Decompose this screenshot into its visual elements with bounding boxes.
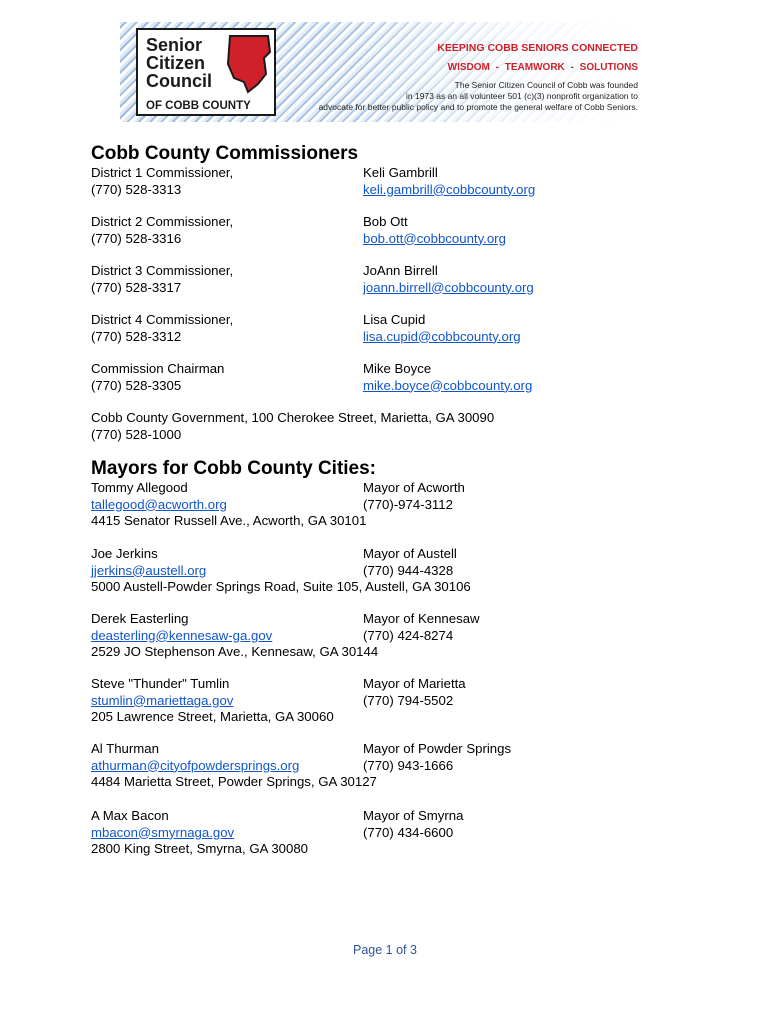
- mayor-name: Tommy Allegood: [91, 480, 188, 495]
- commissioner-email-link[interactable]: joann.birrell@cobbcounty.org: [363, 279, 534, 295]
- mayor-address: 2529 JO Stephenson Ave., Kennesaw, GA 30144: [91, 644, 379, 659]
- commissioner-name: Mike Boyce: [363, 361, 432, 376]
- commissioner-role: District 1 Commissioner,: [91, 165, 234, 180]
- commissioners-heading: Cobb County Commissioners: [91, 143, 359, 164]
- mayor-title: Mayor of Smyrna: [363, 808, 464, 823]
- organization-logo: [136, 28, 276, 116]
- logo-line: Council: [146, 71, 212, 91]
- logo-subtitle: OF COBB COUNTY: [146, 100, 251, 112]
- commissioner-name: Bob Ott: [363, 214, 408, 229]
- banner-mission: The Senior Citizen Council of Cobb was founded in 1973 as an all volunteer 501 (c)(3) nonprofit organization to advocate for better public policy and to promote the general welfare of Cobb Seniors.: [318, 80, 638, 112]
- mayor-email-link[interactable]: mbacon@smyrnaga.gov: [91, 824, 235, 840]
- cobb-county-map-icon: [224, 34, 274, 96]
- mayor-phone: (770) 424-8274: [363, 627, 454, 643]
- mayor-name: Al Thurman: [91, 741, 159, 756]
- mayor-title: Mayor of Acworth: [363, 480, 465, 495]
- commissioner-phone: (770) 528-3305: [91, 377, 182, 393]
- commissioner-email-link[interactable]: mike.boyce@cobbcounty.org: [363, 377, 533, 393]
- mayor-email-link[interactable]: jjerkins@austell.org: [91, 562, 207, 578]
- banner-tagline: KEEPING COBB SENIORS CONNECTED: [437, 42, 638, 54]
- mayor-address: 2800 King Street, Smyrna, GA 30080: [91, 841, 308, 856]
- mayor-title: Mayor of Austell: [363, 546, 457, 561]
- mayor-email-link[interactable]: deasterling@kennesaw-ga.gov: [91, 627, 273, 643]
- mayor-address: 4415 Senator Russell Ave., Acworth, GA 30101: [91, 513, 367, 528]
- mayor-phone: (770) 794-5502: [363, 692, 454, 708]
- mayor-address: 4484 Marietta Street, Powder Springs, GA 30127: [91, 774, 377, 789]
- mayor-phone: (770) 434-6600: [363, 824, 454, 840]
- commissioner-email-link[interactable]: bob.ott@cobbcounty.org: [363, 230, 506, 246]
- mayor-name: Joe Jerkins: [91, 546, 158, 561]
- logo-line: Senior: [146, 35, 203, 55]
- mayor-phone: (770) 944-4328: [363, 562, 454, 578]
- commissioner-name: Keli Gambrill: [363, 165, 438, 180]
- page-number: Page 1 of 3: [353, 943, 417, 957]
- government-phone: (770) 528-1000: [91, 426, 182, 442]
- mayor-name: Derek Easterling: [91, 611, 189, 626]
- mayors-heading: Mayors for Cobb County Cities:: [91, 458, 377, 479]
- county-government-contact: [91, 410, 494, 443]
- commissioner-name: JoAnn Birrell: [363, 263, 438, 278]
- header-banner: [120, 22, 648, 122]
- commissioner-role: District 2 Commissioner,: [91, 214, 234, 229]
- mayor-phone: (770)-974-3112: [363, 496, 453, 512]
- commissioner-email-link[interactable]: keli.gambrill@cobbcounty.org: [363, 181, 536, 197]
- logo-line: Citizen: [146, 53, 206, 73]
- commissioner-role: District 3 Commissioner,: [91, 263, 234, 278]
- banner-values: WISDOM - TEAMWORK - SOLUTIONS: [447, 62, 638, 73]
- mayor-address: 5000 Austell-Powder Springs Road, Suite 105, Austell, GA 30106: [91, 579, 471, 594]
- mayor-address: 205 Lawrence Street, Marietta, GA 30060: [91, 709, 334, 724]
- commissioner-role: Commission Chairman: [91, 361, 225, 376]
- mayor-title: Mayor of Marietta: [363, 676, 466, 691]
- mayor-phone: (770) 943-1666: [363, 757, 454, 773]
- mayor-name: Steve "Thunder" Tumlin: [91, 676, 230, 691]
- commissioner-name: Lisa Cupid: [363, 312, 426, 327]
- commissioner-email-link[interactable]: lisa.cupid@cobbcounty.org: [363, 328, 521, 344]
- commissioner-phone: (770) 528-3312: [91, 328, 182, 344]
- mayor-title: Mayor of Powder Springs: [363, 741, 512, 756]
- commissioner-phone: (770) 528-3317: [91, 279, 182, 295]
- mayor-email-link[interactable]: stumlin@mariettaga.gov: [91, 692, 234, 708]
- mayor-email-link[interactable]: tallegood@acworth.org: [91, 496, 227, 512]
- mayor-email-link[interactable]: athurman@cityofpowdersprings.org: [91, 757, 300, 773]
- commissioner-phone: (770) 528-3313: [91, 181, 182, 197]
- government-address: Cobb County Government, 100 Cherokee Street, Marietta, GA 30090: [91, 410, 495, 425]
- commissioner-phone: (770) 528-3316: [91, 230, 182, 246]
- mayor-name: A Max Bacon: [91, 808, 169, 823]
- mayor-title: Mayor of Kennesaw: [363, 611, 480, 626]
- commissioner-role: District 4 Commissioner,: [91, 312, 234, 327]
